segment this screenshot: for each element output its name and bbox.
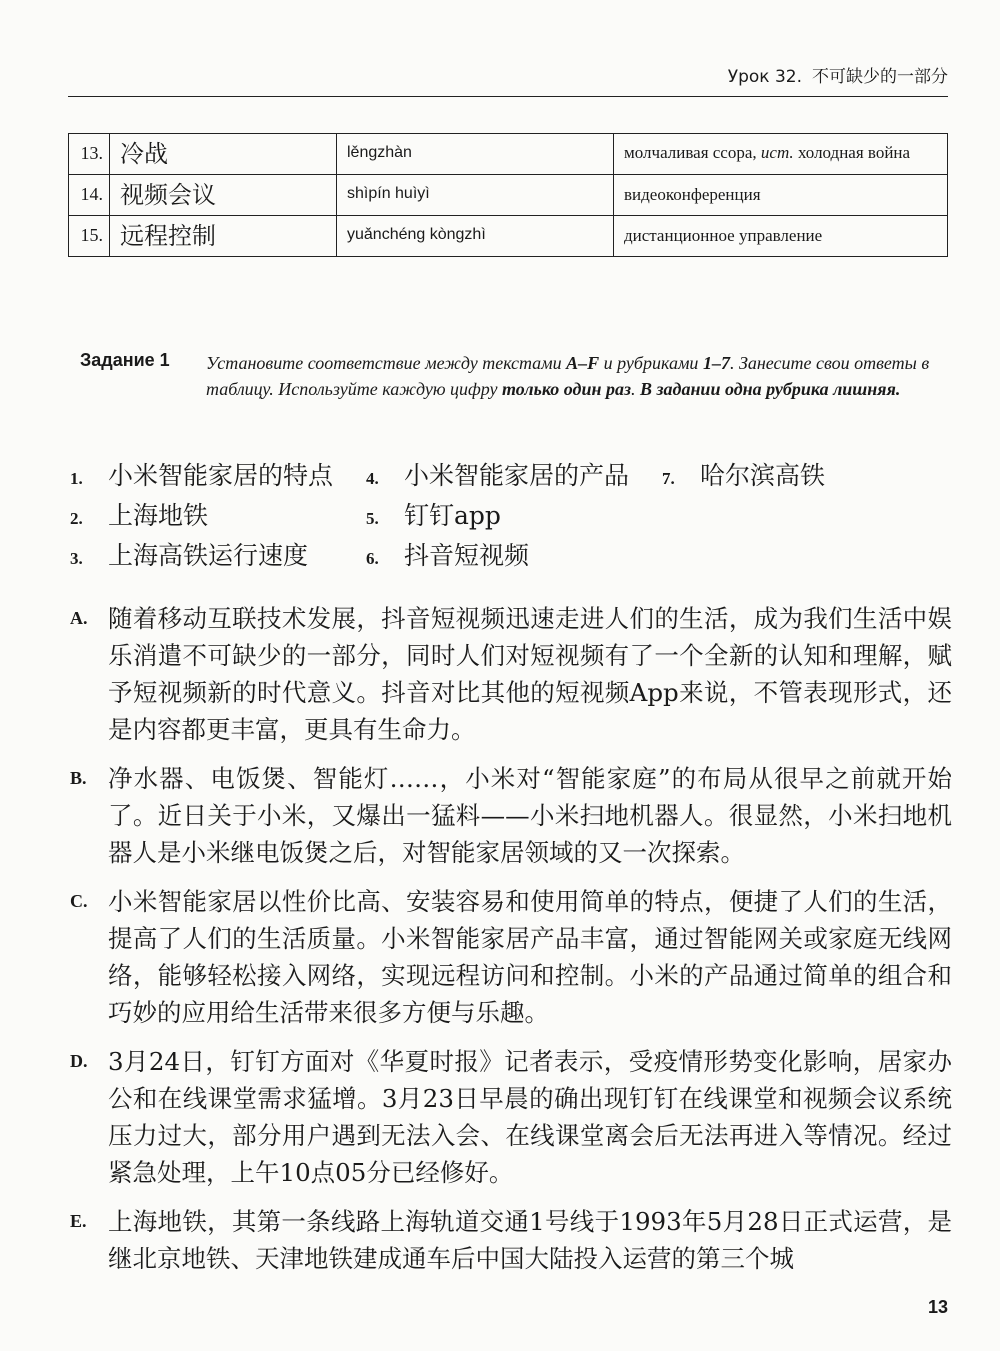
rubric-item bbox=[70, 536, 308, 579]
translation-text: молчаливая ссора, bbox=[624, 143, 761, 162]
hanzi-cell: 冷战 bbox=[110, 134, 337, 175]
rubric-text: 上海高铁运行速度 bbox=[108, 541, 309, 570]
table-row bbox=[69, 175, 948, 216]
instruction-emphasis: только один раз bbox=[502, 379, 631, 399]
rubric-item bbox=[366, 456, 629, 499]
text-paragraph bbox=[70, 1203, 952, 1277]
table-row bbox=[69, 134, 948, 175]
text-letter: A. bbox=[70, 608, 88, 628]
text-body: 净水器、电饭煲、智能灯……，小米对“智能家庭”的布局从很早之前就开始了。近日关于小米，又爆出一猛料——小米扫地机器人。很显然，小米扫地机器人是小米继电饭煲之后，对智能家居领域的又一次探索。 bbox=[108, 764, 952, 867]
row-number: 13. bbox=[69, 134, 110, 175]
rubric-item bbox=[70, 456, 333, 499]
rubric-number: 2. bbox=[70, 509, 83, 528]
rubric-item bbox=[366, 496, 501, 539]
text-letter: E. bbox=[70, 1211, 87, 1231]
rubric-number: 3. bbox=[70, 549, 83, 568]
instruction-text: и рубриками bbox=[599, 353, 703, 373]
reading-texts bbox=[70, 600, 952, 1289]
translation-text: холодная война bbox=[793, 143, 911, 162]
text-paragraph bbox=[70, 883, 952, 1031]
instruction-emphasis: 1–7 bbox=[702, 353, 730, 373]
page-number: 13 bbox=[927, 1297, 948, 1317]
text-body: 随着移动互联技术发展，抖音短视频迅速走进人们的生活，成为我们生活中娱乐消遣不可缺少的一部分，同时人们对短视频有了一个全新的认知和理解，赋予短视频新的时代意义。抖音对比其他的短视频App来说，不管表现形式，还是内容都更丰富，更具有生命力。 bbox=[108, 604, 952, 744]
rubric-number: 4. bbox=[366, 469, 379, 488]
rubric-number: 1. bbox=[70, 469, 83, 488]
lesson-number: Урок 32. bbox=[727, 67, 802, 87]
instruction-emphasis: В задании одна рубрика лишняя. bbox=[639, 379, 901, 399]
page-header bbox=[68, 58, 948, 97]
text-body: 小米智能家居以性价比高、安装容易和使用简单的特点，便捷了人们的生活，提高了人们的生活质量。小米智能家居产品丰富，通过智能网关或家庭无线网络，能够轻松接入网络，实现远程访问和控制。小米的产品通过简单的组合和巧妙的应用给生活带来很多方便与乐趣。 bbox=[108, 887, 952, 1027]
task-label: Задание 1 bbox=[80, 350, 170, 370]
translation-abbr: ист. bbox=[760, 143, 794, 162]
rubric-number: 6. bbox=[366, 549, 379, 568]
pinyin-cell: shìpín huìyì bbox=[337, 175, 614, 216]
translation-cell bbox=[614, 134, 948, 175]
rubric-text: 哈尔滨高铁 bbox=[700, 461, 826, 490]
hanzi-cell: 视频会议 bbox=[110, 175, 337, 216]
rubric-text: 上海地铁 bbox=[108, 501, 209, 530]
rubric-item bbox=[70, 496, 208, 539]
running-head bbox=[728, 62, 948, 87]
row-number: 15. bbox=[69, 216, 110, 257]
rubric-number: 5. bbox=[366, 509, 379, 528]
text-letter: C. bbox=[70, 891, 88, 911]
translation-cell: дистанционное управление bbox=[614, 216, 948, 257]
translation-cell: видеоконференция bbox=[614, 175, 948, 216]
table-row bbox=[69, 216, 948, 257]
pinyin-cell: lěngzhàn bbox=[337, 134, 614, 175]
rubric-text: 钉钉app bbox=[404, 501, 501, 530]
rubric-list bbox=[70, 456, 950, 576]
lesson-title: 不可缺少的一部分 bbox=[812, 67, 948, 87]
rubric-text: 小米智能家居的特点 bbox=[108, 461, 334, 490]
rubric-item bbox=[662, 456, 825, 499]
rubric-text: 抖音短视频 bbox=[404, 541, 530, 570]
instruction-text: . Занесите свои ответы в таблицу. Используйте каждую цифру bbox=[206, 353, 930, 399]
vocabulary-table bbox=[68, 133, 948, 257]
rubric-text: 小米智能家居的产品 bbox=[404, 461, 630, 490]
text-paragraph bbox=[70, 600, 952, 748]
instruction-emphasis: A–F bbox=[566, 353, 600, 373]
instruction-text: Установите соответствие между текстами bbox=[206, 353, 567, 373]
text-body: 3月24日，钉钉方面对《华夏时报》记者表示，受疫情形势变化影响，居家办公和在线课堂需求猛增。3月23日早晨的确出现钉钉在线课堂和视频会议系统压力过大，部分用户遇到无法入会、在线课堂离会后无法再进入等情况。经过紧急处理，上午10点05分已经修好。 bbox=[108, 1047, 952, 1187]
text-paragraph bbox=[70, 1043, 952, 1191]
text-paragraph bbox=[70, 760, 952, 871]
rubric-item bbox=[366, 536, 529, 579]
rubric-number: 7. bbox=[662, 469, 675, 488]
text-letter: D. bbox=[70, 1051, 88, 1071]
hanzi-cell: 远程控制 bbox=[110, 216, 337, 257]
text-letter: B. bbox=[70, 768, 87, 788]
instruction-text: . bbox=[630, 379, 640, 399]
text-body: 上海地铁，其第一条线路上海轨道交通1号线于1993年5月28日正式运营，是继北京地铁、天津地铁建成通车后中国大陆投入运营的第三个城 bbox=[108, 1207, 952, 1273]
row-number: 14. bbox=[69, 175, 110, 216]
task-instructions bbox=[206, 350, 951, 402]
pinyin-cell: yuǎnchéng kòngzhì bbox=[337, 216, 614, 257]
